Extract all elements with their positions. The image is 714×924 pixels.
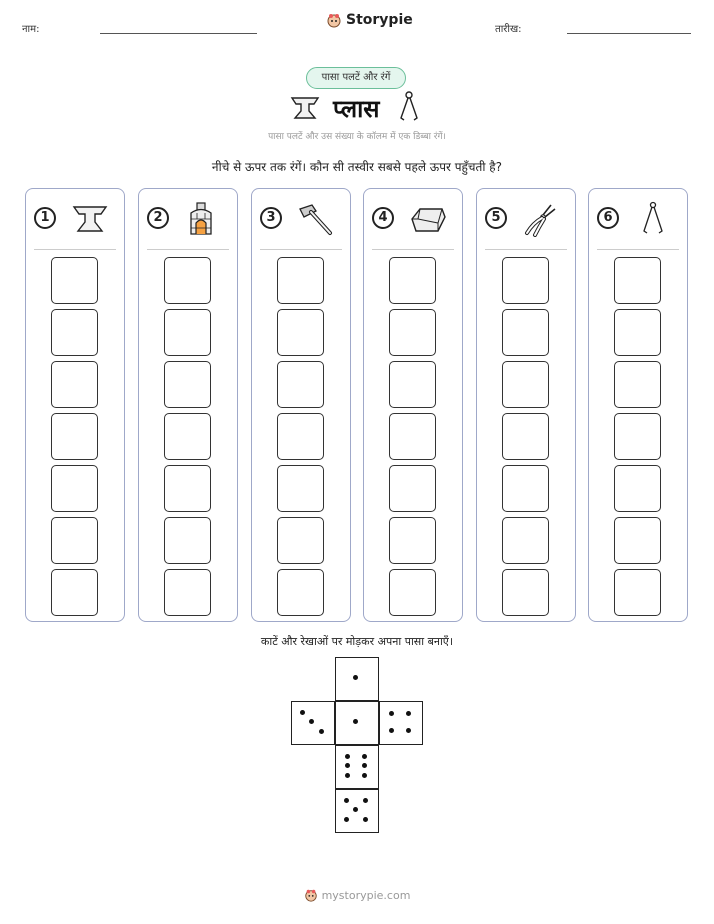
- dice-pip: [363, 798, 368, 803]
- color-box[interactable]: [389, 361, 436, 408]
- color-box[interactable]: [389, 257, 436, 304]
- cut-instruction: काटें और रेखाओं पर मोड़कर अपना पासा बनाएँ।: [260, 635, 454, 648]
- dice-pip: [344, 798, 349, 803]
- column-divider: [597, 249, 679, 250]
- dice-pip: [353, 807, 358, 812]
- color-box[interactable]: [614, 257, 661, 304]
- column-divider: [147, 249, 229, 250]
- color-box[interactable]: [164, 465, 211, 512]
- color-box[interactable]: [277, 465, 324, 512]
- date-line[interactable]: [567, 33, 691, 34]
- color-box[interactable]: [614, 517, 661, 564]
- column-6: [588, 188, 688, 622]
- column-divider: [260, 249, 342, 250]
- activity-pill: पासा पलटें और रंगें: [306, 67, 406, 89]
- hammer-icon: [296, 201, 336, 237]
- name-line[interactable]: [100, 33, 257, 34]
- color-box[interactable]: [51, 309, 98, 356]
- color-box[interactable]: [502, 413, 549, 460]
- dice-face-6: [335, 745, 379, 789]
- color-box[interactable]: [277, 413, 324, 460]
- dice-pip: [362, 773, 367, 778]
- color-box[interactable]: [51, 257, 98, 304]
- color-box[interactable]: [277, 569, 324, 616]
- color-box[interactable]: [164, 569, 211, 616]
- color-box[interactable]: [51, 361, 98, 408]
- date-label: तारीख:: [495, 24, 522, 35]
- column-2: [138, 188, 238, 622]
- anvil-icon: [289, 94, 321, 122]
- dice-pip: [300, 710, 305, 715]
- dice-pip: [389, 728, 394, 733]
- dice-face-center: [335, 701, 379, 745]
- column-number: 2: [147, 207, 169, 229]
- dice-pip: [406, 728, 411, 733]
- storypie-mascot-icon: [326, 12, 342, 28]
- color-box[interactable]: [502, 309, 549, 356]
- dice-face-5: [335, 789, 379, 833]
- color-box[interactable]: [51, 517, 98, 564]
- footer-url[interactable]: mystorypie.com: [321, 888, 411, 902]
- column-number: 5: [485, 207, 507, 229]
- color-box[interactable]: [164, 361, 211, 408]
- color-box[interactable]: [277, 517, 324, 564]
- name-label: नाम:: [22, 24, 40, 35]
- column-number: 1: [34, 207, 56, 229]
- brand-name: Storypie: [346, 12, 413, 28]
- dice-pip: [389, 711, 394, 716]
- dice-pip: [344, 817, 349, 822]
- color-box[interactable]: [614, 361, 661, 408]
- column-divider: [372, 249, 454, 250]
- color-box[interactable]: [389, 465, 436, 512]
- color-box[interactable]: [502, 569, 549, 616]
- color-box[interactable]: [51, 413, 98, 460]
- dice-face-3: [291, 701, 335, 745]
- storypie-mascot-icon: [304, 888, 318, 902]
- furnace-icon: [183, 201, 223, 237]
- color-box[interactable]: [502, 517, 549, 564]
- dice-pip: [353, 719, 358, 724]
- anvil-icon: [70, 201, 110, 237]
- column-number: 3: [260, 207, 282, 229]
- dice-pip: [345, 773, 350, 778]
- color-box[interactable]: [389, 569, 436, 616]
- dice-pip: [363, 817, 368, 822]
- column-number: 4: [372, 207, 394, 229]
- color-box[interactable]: [51, 465, 98, 512]
- metal-ingot-icon: [408, 201, 448, 237]
- column-divider: [34, 249, 116, 250]
- dice-face-4: [379, 701, 423, 745]
- color-box[interactable]: [614, 309, 661, 356]
- color-box[interactable]: [277, 361, 324, 408]
- color-box[interactable]: [277, 309, 324, 356]
- column-4: [363, 188, 463, 622]
- dice-pip: [345, 763, 350, 768]
- color-box[interactable]: [277, 257, 324, 304]
- column-1: [25, 188, 125, 622]
- column-divider: [485, 249, 567, 250]
- dice-pip: [362, 754, 367, 759]
- color-box[interactable]: [614, 569, 661, 616]
- color-box[interactable]: [389, 413, 436, 460]
- column-number: 6: [597, 207, 619, 229]
- pliers-icon: [521, 201, 561, 237]
- color-box[interactable]: [164, 257, 211, 304]
- instruction-text: नीचे से ऊपर तक रंगें। कौन सी तस्वीर सबसे पहले ऊपर पहुँचती है?: [211, 160, 503, 174]
- tongs-icon: [398, 90, 420, 124]
- dice-pip: [309, 719, 314, 724]
- color-box[interactable]: [389, 517, 436, 564]
- page-title: प्लास: [333, 95, 380, 123]
- tongs-icon: [633, 201, 673, 237]
- color-box[interactable]: [164, 309, 211, 356]
- color-box[interactable]: [502, 257, 549, 304]
- dice-pip: [319, 729, 324, 734]
- dice-pip: [353, 675, 358, 680]
- color-box[interactable]: [502, 361, 549, 408]
- color-box[interactable]: [614, 465, 661, 512]
- dice-pip: [345, 754, 350, 759]
- brand-logo: [326, 12, 413, 28]
- dice-face-1: [335, 657, 379, 701]
- page-subtitle: पासा पलटें और उस संख्या के कॉलम में एक डिब्बा रंगें।: [268, 132, 446, 142]
- color-box[interactable]: [164, 517, 211, 564]
- column-3: [251, 188, 351, 622]
- dice-pip: [362, 763, 367, 768]
- dice-pip: [406, 711, 411, 716]
- color-box[interactable]: [502, 465, 549, 512]
- footer: [0, 888, 714, 902]
- color-box[interactable]: [389, 309, 436, 356]
- color-box[interactable]: [614, 413, 661, 460]
- color-box[interactable]: [51, 569, 98, 616]
- color-box[interactable]: [164, 413, 211, 460]
- column-5: [476, 188, 576, 622]
